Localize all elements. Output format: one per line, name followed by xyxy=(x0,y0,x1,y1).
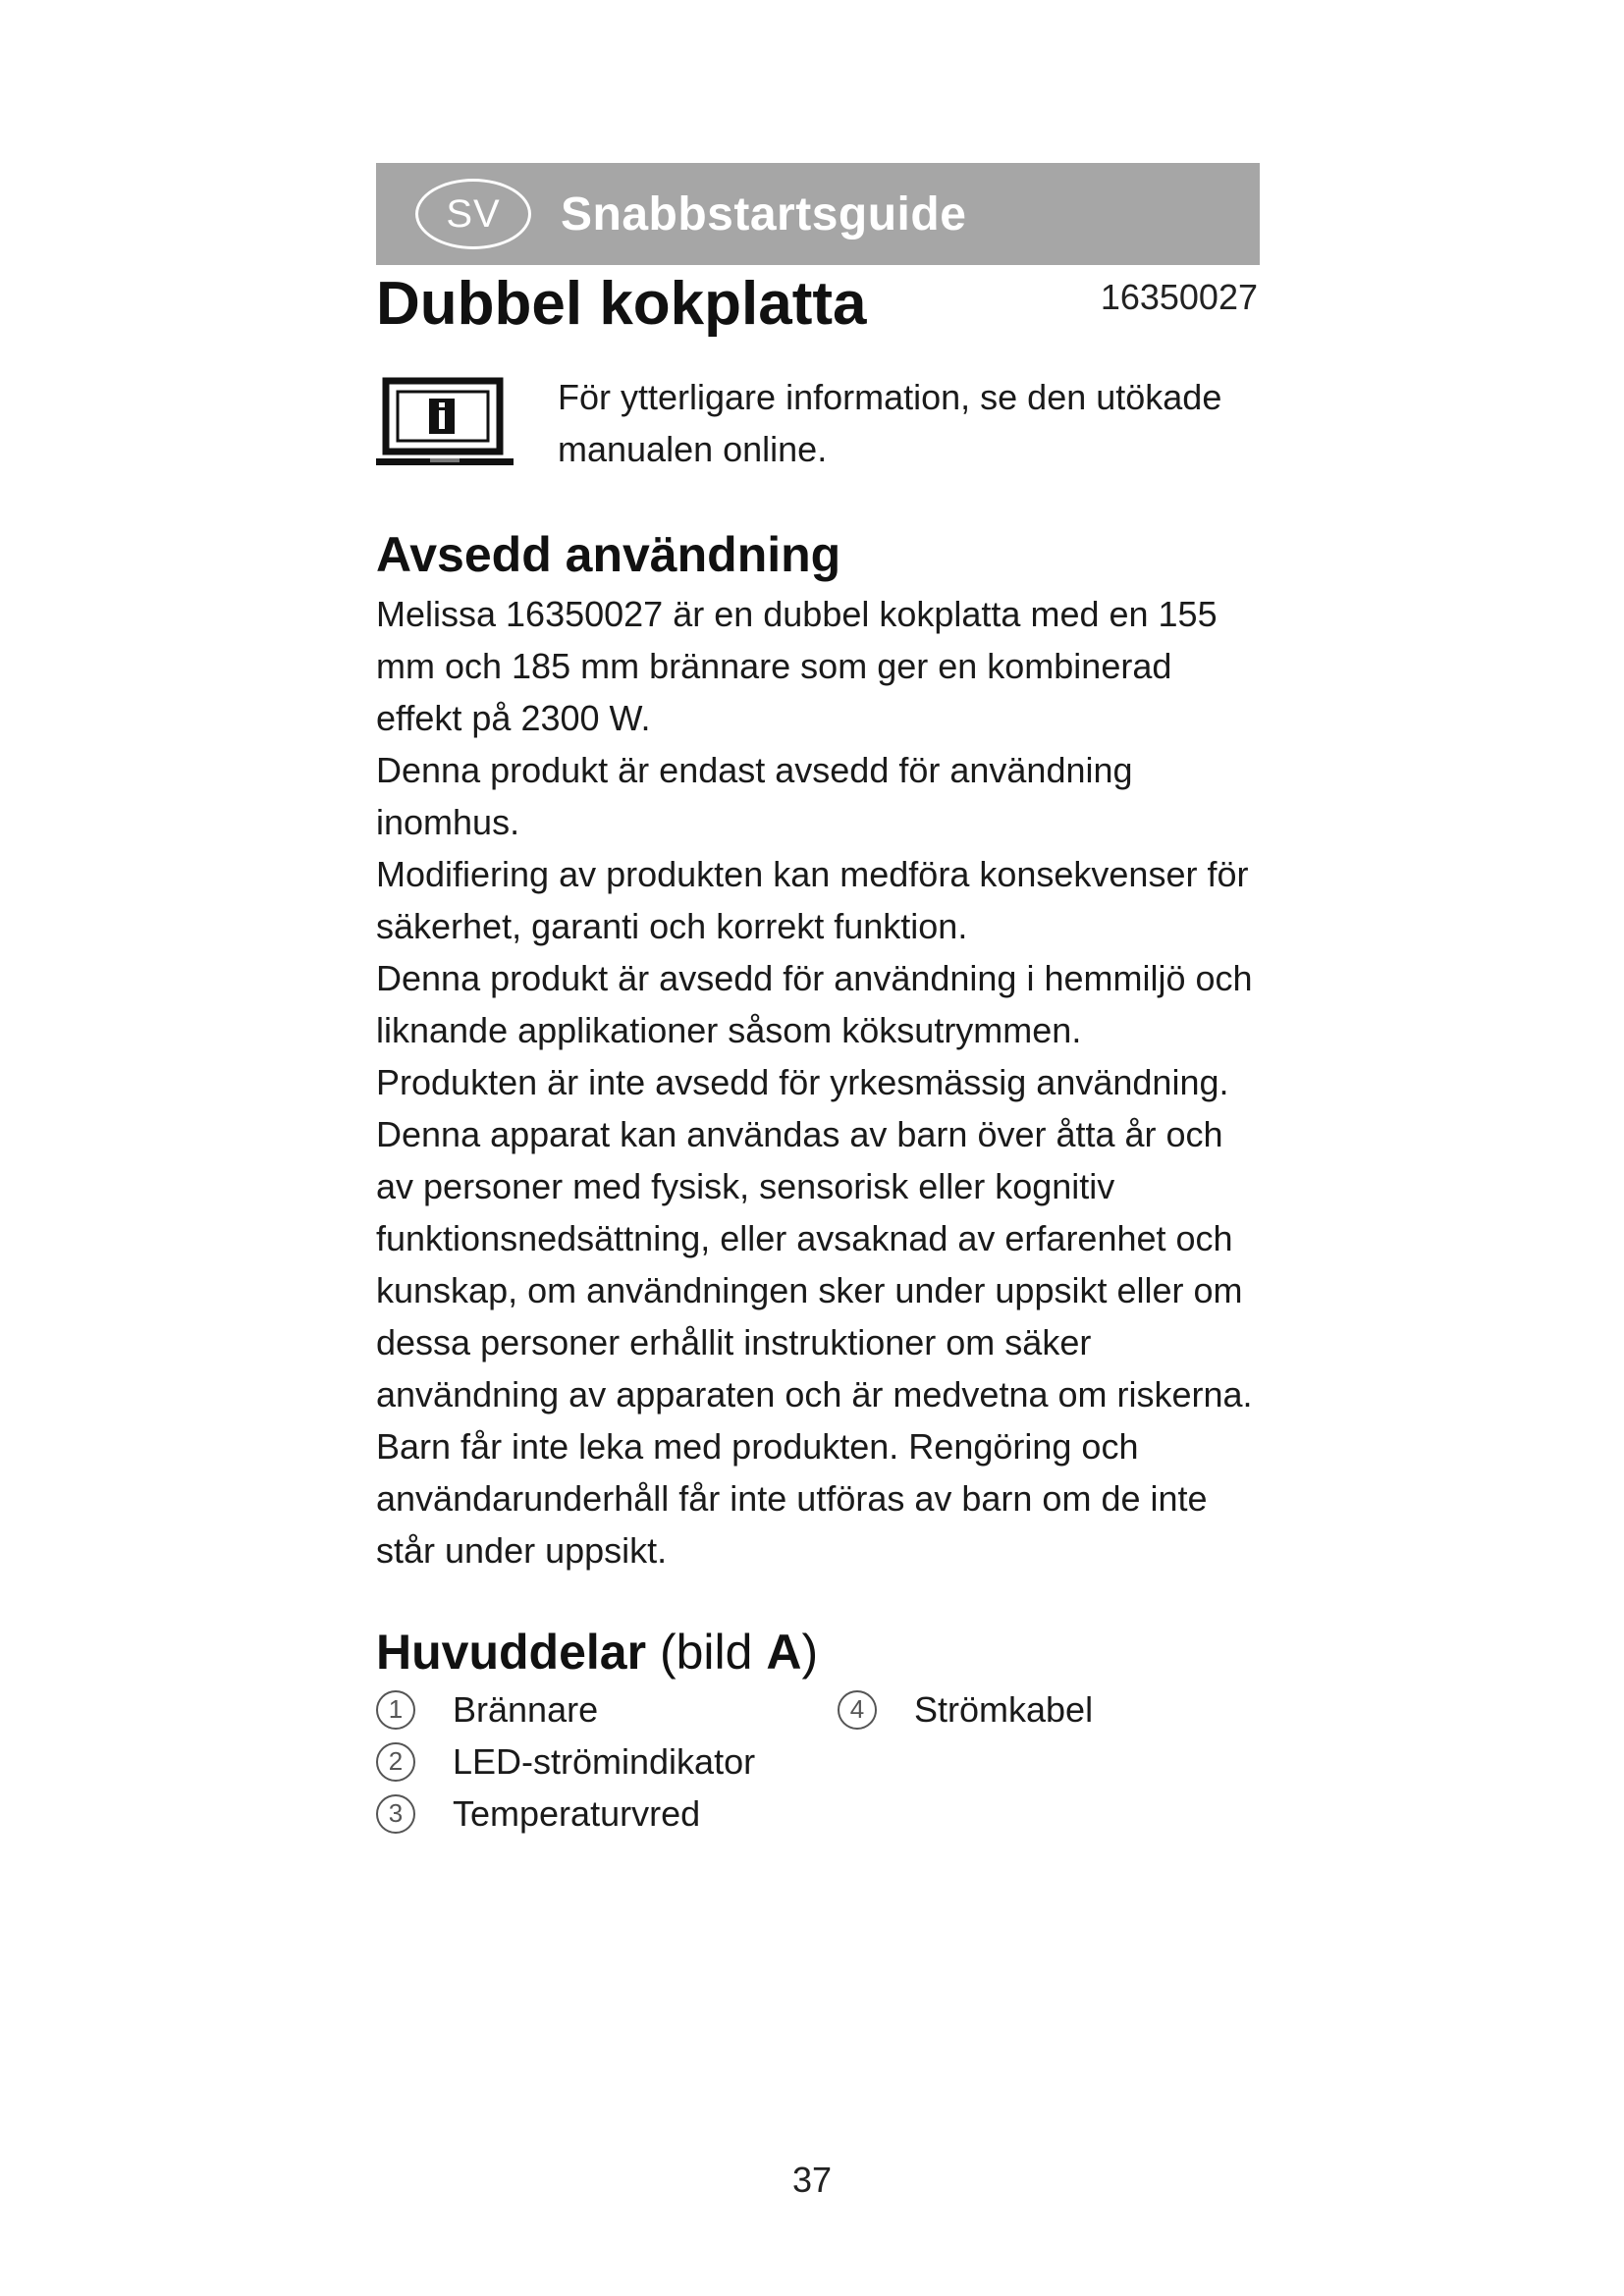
intended-use-paragraph: Denna produkt är avsedd för användning i hemmiljö och liknande applikationer såsom köksutrymmen. xyxy=(376,958,1253,1050)
main-parts-list xyxy=(376,1683,1260,1850)
page-number: 37 xyxy=(791,2160,833,2200)
laptop-info-icon xyxy=(376,375,514,473)
intended-use-body xyxy=(376,588,1260,1576)
main-parts-heading-open: (bild xyxy=(659,1625,767,1680)
online-manual-text: För ytterligare information, se den utökade manualen online. xyxy=(558,377,1222,469)
intended-use-paragraph: Denna produkt är endast avsedd för användning inomhus. xyxy=(376,750,1133,842)
online-manual-note xyxy=(376,371,1260,479)
product-number: 16350027 xyxy=(1100,277,1258,317)
part-number-badge: 2 xyxy=(376,1742,415,1782)
header-banner xyxy=(376,163,1260,265)
intended-use-paragraph: Melissa 16350027 är en dubbel kokplatta med en 155 mm och 185 mm brännare som ger en kombinerad effekt på 2300 W. xyxy=(376,594,1218,738)
part-number-badge: 3 xyxy=(376,1794,415,1834)
list-item xyxy=(376,1788,700,1840)
language-badge: SV xyxy=(415,179,531,249)
part-number-badge: 1 xyxy=(376,1690,415,1730)
intended-use-heading: Avsedd användning xyxy=(376,527,841,582)
list-item xyxy=(376,1683,598,1735)
part-label: LED-strömindikator xyxy=(453,1740,756,1782)
main-parts-heading-bold: Huvuddelar xyxy=(376,1625,647,1680)
main-parts-heading-figure: A xyxy=(766,1625,802,1680)
intended-use-paragraph: Modifiering av produkten kan medföra konsekvenser för säkerhet, garanti och korrekt funktion. xyxy=(376,854,1249,946)
list-item xyxy=(838,1683,1093,1735)
main-parts-heading-close: ) xyxy=(801,1625,819,1680)
document-page xyxy=(376,163,1260,1850)
part-label: Strömkabel xyxy=(914,1688,1094,1730)
intended-use-paragraph: Produkten är inte avsedd för yrkesmässig användning. xyxy=(376,1062,1229,1102)
main-parts-heading xyxy=(376,1626,1260,1680)
title-row xyxy=(376,265,1260,351)
part-label: Brännare xyxy=(453,1688,599,1730)
part-number-badge: 4 xyxy=(838,1690,877,1730)
guide-title: Snabbstartsguide xyxy=(561,187,967,240)
intended-use-paragraph: Denna apparat kan användas av barn över åtta år och av personer med fysisk, sensorisk eller kognitiv funktionsnedsättning, eller avsaknad av erfarenhet och kunskap, om användningen sker under uppsikt eller om dessa personer erhållit instruktioner om säker användning av apparaten och är medvetna om riskerna. Barn får inte leka med produkten. Rengöring och användarunderhåll får inte utföras av barn om de inte står under uppsikt. xyxy=(376,1114,1253,1571)
list-item xyxy=(376,1735,755,1788)
part-label: Temperaturvred xyxy=(453,1792,701,1834)
product-title: Dubbel kokplatta xyxy=(376,270,867,338)
